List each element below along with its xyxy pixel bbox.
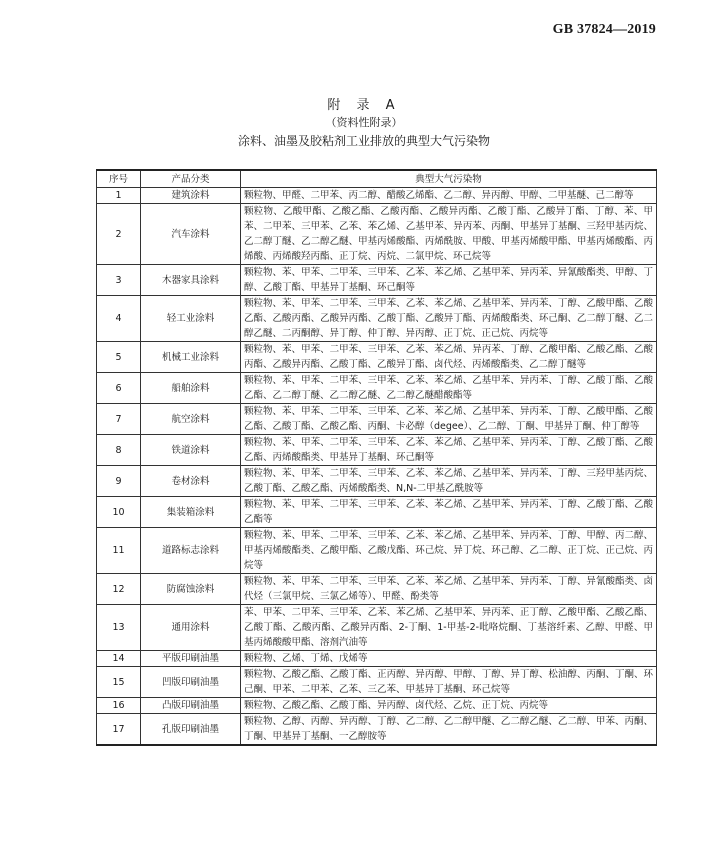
- row-number: 11: [97, 528, 141, 574]
- pollutant-list: 颗粒物、苯、甲苯、二甲苯、三甲苯、乙苯、苯乙烯、乙基甲苯、异丙苯、丁醇、乙酸丁酯、乙酸乙酯、丙烯酸酯类、甲基异丁基酮、环己酮等: [241, 435, 657, 466]
- header-pollutants: 典型大气污染物: [241, 170, 657, 188]
- product-category: 凹版印刷油墨: [141, 667, 241, 698]
- table-row: [97, 528, 657, 574]
- table-row: [97, 296, 657, 342]
- table-row: [97, 651, 657, 667]
- pollutant-list: 颗粒物、苯、甲苯、二甲苯、三甲苯、乙苯、苯乙烯、乙基甲苯、异丙苯、丁醇、三羟甲基丙烷、乙酸丁酯、乙酸乙酯、丙烯酸酯类、N,N-二甲基乙酰胺等: [241, 466, 657, 497]
- product-category: 木器家具涂料: [141, 265, 241, 296]
- table-row: [97, 265, 657, 296]
- row-number: 7: [97, 404, 141, 435]
- product-category: 凸版印刷油墨: [141, 698, 241, 714]
- product-category: 建筑涂料: [141, 188, 241, 204]
- pollutant-list: 苯、甲苯、二甲苯、三甲苯、乙苯、苯乙烯、乙基甲苯、异丙苯、正丁醇、乙酸甲酯、乙酸乙酯、乙酸丁酯、乙酸丙酯、乙酸异丙酯、2-丁酮、1-甲基-2-吡咯烷酮、丁基溶纤素、乙醇、甲醛、甲基丙烯酸酸甲酯、溶剂汽油等: [241, 605, 657, 651]
- product-category: 道路标志涂料: [141, 528, 241, 574]
- table-caption: 涂料、油墨及胶粘剂工业排放的典型大气污染物: [237, 134, 490, 148]
- table-row: [97, 342, 657, 373]
- pollutant-list: 颗粒物、苯、甲苯、二甲苯、三甲苯、乙苯、苯乙烯、乙基甲苯、异丙苯、丁醇、乙酸丁酯、乙酸乙酯、乙二醇丁醚、乙二醇乙醚、乙二醇乙醚醋酸酯等: [241, 373, 657, 404]
- product-category: 轻工业涂料: [141, 296, 241, 342]
- pollutant-list: 颗粒物、苯、甲苯、二甲苯、三甲苯、乙苯、苯乙烯、乙基甲苯、异丙苯、丁醇、乙酸甲酯、乙酸乙酯、乙酸丙酯、乙酸异丙酯、乙酸丁酯、乙酸异丁酯、丙烯酸酯类、环己酮、乙二醇丁醚、乙二醇乙醚、二丙酮醇、异丁醇、仲丁醇、异丙醇、正丁烷、正己烷、丙烷等: [241, 296, 657, 342]
- table-row: [97, 698, 657, 714]
- pollutant-list: 颗粒物、乙酸甲酯、乙酸乙酯、乙酸丙酯、乙酸异丙酯、乙酸丁酯、乙酸异丁酯、丁醇、苯、甲苯、二甲苯、三甲苯、乙苯、苯乙烯、乙基甲苯、异丙苯、丙酮、甲基异丁基酮、三羟甲基丙烷、乙二醇丁醚、乙二醇乙醚、甲基丙烯酸酯、丙烯酰胺、甲酸、甲基丙烯酸甲酯、甲基丙烯酸酯、丙烯酸、丙烯酸羟丙酯、正丁烷、丙烷、二氯甲烷、环己烷等: [241, 204, 657, 265]
- product-category: 机械工业涂料: [141, 342, 241, 373]
- pollutant-list: 颗粒物、苯、甲苯、二甲苯、三甲苯、乙苯、苯乙烯、异丙苯、丁醇、乙酸甲酯、乙酸乙酯、乙酸丙酯、乙酸异丙酯、乙酸丁酯、乙酸异丁酯、卤代烃、丙烯酸酯类、乙二醇丁醚等: [241, 342, 657, 373]
- row-number: 9: [97, 466, 141, 497]
- appendix-note: （资料性附录）: [325, 116, 403, 129]
- row-number: 10: [97, 497, 141, 528]
- product-category: 平版印刷油墨: [141, 651, 241, 667]
- pollutant-table: [96, 169, 657, 746]
- table-row: [97, 574, 657, 605]
- pollutant-list: 颗粒物、甲醛、二甲苯、丙二醇、醋酸乙烯酯、乙二醇、异丙醇、甲醇、二甲基醚、己二醇等: [241, 188, 657, 204]
- row-number: 17: [97, 714, 141, 746]
- pollutant-list: 颗粒物、苯、甲苯、二甲苯、三甲苯、乙苯、苯乙烯、乙基甲苯、异丙苯、丁醇、异氰酸酯类、卤代烃（三氯甲烷、三氯乙烯等）、甲醛、酚类等: [241, 574, 657, 605]
- row-number: 12: [97, 574, 141, 605]
- product-category: 通用涂料: [141, 605, 241, 651]
- pollutant-list: 颗粒物、乙醇、丙醇、异丙醇、丁醇、乙二醇、乙二醇甲醚、乙二醇乙醚、乙二醇、甲苯、丙酮、丁酮、甲基异丁基酮、一乙醇胺等: [241, 714, 657, 746]
- row-number: 4: [97, 296, 141, 342]
- header-category: 产品分类: [141, 170, 241, 188]
- header-number: 序号: [97, 170, 141, 188]
- product-category: 铁道涂料: [141, 435, 241, 466]
- row-number: 16: [97, 698, 141, 714]
- standard-number: GB 37824—2019: [552, 22, 656, 37]
- row-number: 3: [97, 265, 141, 296]
- table-row: [97, 188, 657, 204]
- product-category: 船舶涂料: [141, 373, 241, 404]
- table-row: [97, 435, 657, 466]
- pollutant-list: 颗粒物、苯、甲苯、二甲苯、三甲苯、乙苯、苯乙烯、乙基甲苯、异丙苯、丁醇、乙酸甲酯、乙酸乙酯、乙酸丁酯、乙酸乙酯、丙酮、卡必醇（degee）、乙二醇、丁酮、甲基异丁酮、仲丁醇等: [241, 404, 657, 435]
- appendix-title: 附 录 A: [327, 98, 401, 113]
- table-row: [97, 466, 657, 497]
- table-row: [97, 373, 657, 404]
- row-number: 2: [97, 204, 141, 265]
- product-category: 卷材涂料: [141, 466, 241, 497]
- table-row: [97, 497, 657, 528]
- row-number: 8: [97, 435, 141, 466]
- table-row: [97, 667, 657, 698]
- pollutant-list: 颗粒物、苯、甲苯、二甲苯、三甲苯、乙苯、苯乙烯、乙基甲苯、异丙苯、丁醇、甲醇、丙二醇、甲基丙烯酸酯类、乙酸甲酯、乙酸戊酯、环己烷、异丁烷、环己醇、乙二醇、正丁烷、正己烷、丙烷等: [241, 528, 657, 574]
- pollutant-list: 颗粒物、乙酸乙酯、乙酸丁酯、异丙醇、卤代烃、乙烷、正丁烷、丙烷等: [241, 698, 657, 714]
- table-row: [97, 404, 657, 435]
- pollutant-list: 颗粒物、乙烯、丁烯、戊烯等: [241, 651, 657, 667]
- product-category: 孔版印刷油墨: [141, 714, 241, 746]
- pollutant-list: 颗粒物、乙酸乙酯、乙酸丁酯、正丙醇、异丙醇、甲醇、丁醇、异丁醇、松油醇、丙酮、丁酮、环己酮、甲苯、二甲苯、乙苯、三乙苯、甲基异丁基酮、环己烷等: [241, 667, 657, 698]
- product-category: 航空涂料: [141, 404, 241, 435]
- product-category: 防腐蚀涂料: [141, 574, 241, 605]
- row-number: 13: [97, 605, 141, 651]
- table-row: [97, 714, 657, 746]
- row-number: 1: [97, 188, 141, 204]
- row-number: 6: [97, 373, 141, 404]
- table-row: [97, 605, 657, 651]
- row-number: 14: [97, 651, 141, 667]
- row-number: 15: [97, 667, 141, 698]
- product-category: 集装箱涂料: [141, 497, 241, 528]
- row-number: 5: [97, 342, 141, 373]
- pollutant-list: 颗粒物、苯、甲苯、二甲苯、三甲苯、乙苯、苯乙烯、乙基甲苯、异丙苯、异氰酸酯类、甲醇、丁醇、乙酸丁酯、甲基异丁基酮、环己酮等: [241, 265, 657, 296]
- product-category: 汽车涂料: [141, 204, 241, 265]
- table-row: [97, 204, 657, 265]
- pollutant-list: 颗粒物、苯、甲苯、二甲苯、三甲苯、乙苯、苯乙烯、乙基甲苯、异丙苯、丁醇、乙酸丁酯、乙酸乙酯等: [241, 497, 657, 528]
- table-header-row: [97, 170, 657, 188]
